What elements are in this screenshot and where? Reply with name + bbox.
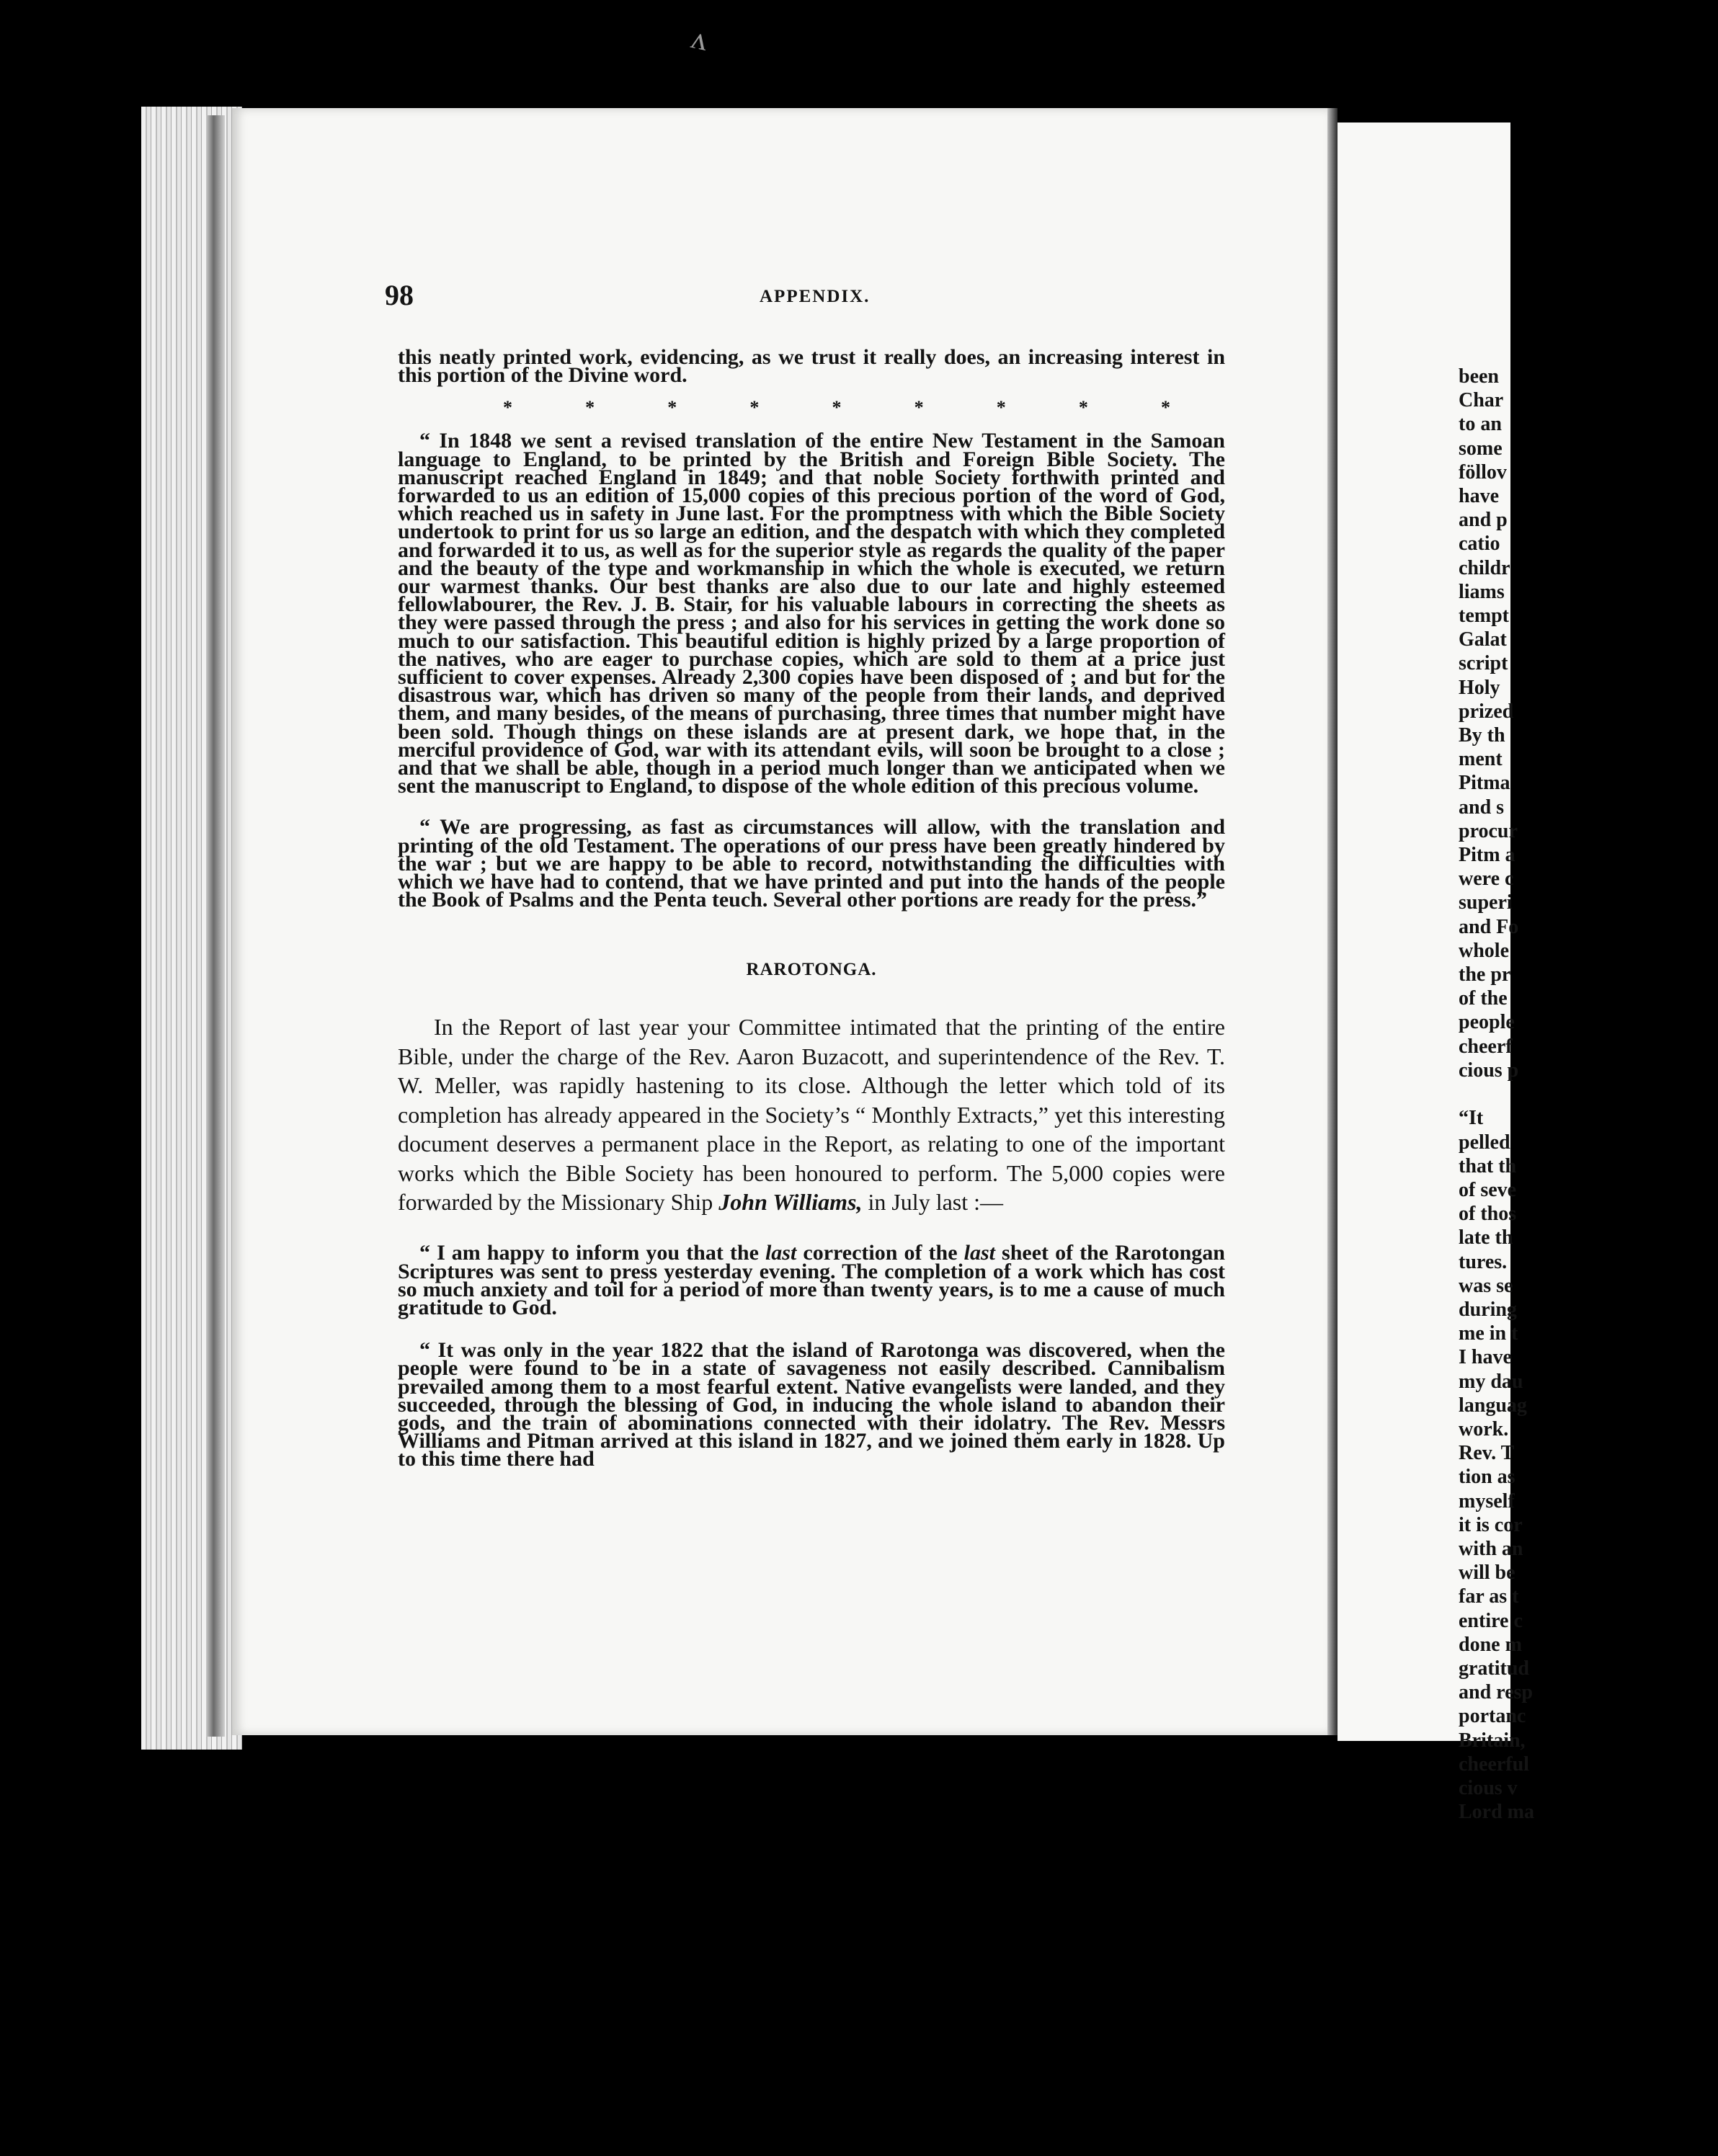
asterisk: * (585, 397, 595, 419)
facing-page-line: ment (1459, 748, 1503, 771)
emphasis-last-2: last (963, 1241, 995, 1265)
asterisk-separator (398, 394, 1225, 422)
facing-page-line: far as t (1459, 1585, 1519, 1608)
opening-paragraph: this neatly printed work, evidencing, as we trust it really does, an increasing interest in this portion of the Divine word. (398, 345, 1225, 388)
facing-page-line: and Fo (1459, 915, 1519, 938)
facing-page-line: with an (1459, 1537, 1523, 1560)
facing-page-line: catio (1459, 533, 1500, 556)
facing-page-line: prized (1459, 700, 1514, 723)
section-heading-rarotonga: RAROTONGA. (746, 960, 877, 980)
facing-page-line: procur (1459, 819, 1518, 842)
facing-page-line: tempt (1459, 605, 1509, 628)
facing-page-line: have (1459, 485, 1499, 508)
quote-3-part-b: correction of the (796, 1241, 964, 1265)
facing-page-line: Rev. T (1459, 1442, 1515, 1465)
facing-page-line: portanc (1459, 1705, 1526, 1728)
facing-page-line: Lord ma (1459, 1801, 1534, 1824)
facing-page-line: tion as (1459, 1466, 1516, 1489)
facing-page-line: Galat (1459, 628, 1507, 651)
quote-3-part-a: “ I am happy to inform you that the (419, 1241, 765, 1265)
facing-page-line (1459, 1082, 1718, 1106)
book-page-edges (141, 107, 242, 1750)
facing-page-line: childr (1459, 556, 1510, 579)
asterisk: * (832, 397, 842, 419)
facing-page-line: cious v (1459, 1776, 1518, 1799)
facing-page-line: entire c (1459, 1609, 1523, 1632)
facing-page-line: my dau (1459, 1370, 1523, 1393)
facing-page-line: it is cor (1459, 1513, 1523, 1536)
running-head: APPENDIX. (760, 287, 871, 306)
quote-3-part-c: sheet of the Rarotongan Scriptures was sent to press yesterday evening. The completion of a work which has cost so much anxiety and toil for a period of more than twenty years, is to me a cause of much gratitude to God. (398, 1241, 1225, 1319)
page-body (398, 345, 1225, 1471)
old-testament-progress-quote: “ We are progressing, as fast as circumstances will allow, with the translation and printing of the old Testament. The operations of our press have been greatly hindered by the war ; but we are happy to be able to record, notwithstanding the difficulties with which we have had to contend, that we have printed and put into the hands of the people the Book of Psalms and the Penta teuch. Several other portions are ready for the press.” (398, 815, 1225, 912)
facing-page-line: and s (1459, 796, 1505, 819)
facing-page-line: Britain, (1459, 1729, 1526, 1752)
facing-page-line: cious p (1459, 1059, 1519, 1082)
facing-page-line: was se (1459, 1274, 1513, 1297)
facing-page-line: liams (1459, 580, 1505, 603)
asterisk: * (667, 397, 677, 419)
facing-page-line: superi (1459, 891, 1513, 914)
facing-page-line: föllov (1459, 460, 1507, 484)
facing-page-line: of seve (1459, 1178, 1517, 1201)
facing-page-line: done m (1459, 1633, 1522, 1656)
facing-page-line: I have (1459, 1346, 1512, 1369)
page-header (385, 278, 1221, 311)
asterisk: * (1078, 397, 1088, 419)
asterisk: * (996, 397, 1006, 419)
page-gutter (1327, 108, 1338, 1735)
facing-page-line: of thos (1459, 1203, 1517, 1226)
facing-page-line: cheerful (1459, 1752, 1529, 1776)
facing-page-line: and resp (1459, 1681, 1533, 1704)
facing-page-line: the pr (1459, 963, 1511, 986)
facing-page-text (1459, 365, 1718, 1824)
facing-page-line: during (1459, 1298, 1517, 1321)
page-number: 98 (385, 279, 414, 311)
book-page-edge-shadow (206, 115, 225, 1737)
asterisk: * (503, 397, 512, 419)
completion-letter-quote (398, 1241, 1225, 1319)
facing-page-line: work. (1459, 1417, 1509, 1440)
emphasis-last-1: last (765, 1241, 797, 1265)
ship-name: John Williams, (718, 1188, 863, 1215)
facing-page-line: languag (1459, 1394, 1527, 1417)
facing-page-line: By th (1459, 724, 1505, 747)
facing-page-line: tures. (1459, 1250, 1508, 1273)
facing-page-line: some (1459, 437, 1503, 460)
facing-page-line: me in t (1459, 1322, 1518, 1345)
committee-report-paragraph (398, 1012, 1225, 1216)
facing-page (1338, 122, 1534, 1824)
scan-margin-mark: ʌ (688, 19, 711, 58)
asterisk: * (914, 397, 924, 419)
facing-page-line: of the (1459, 987, 1508, 1010)
facing-page-line: and p (1459, 509, 1508, 532)
samoan-testament-quote: “ In 1848 we sent a revised translation of the entire New Testament in the Samoan language to England, to be printed by the British and Foreign Bible Society. The manuscript reached England in 1849; and that noble Society forthwith printed and forwarded to us an edition of 15,000 copies of this precious portion of the word of God, which reached us in safety in June last. For the promptness with which the Bible Society undertook to print for us so large an edition, and the despatch with which they completed and forwarded it to us, as well as for the superior style as regards the quality of the paper and the beauty of the type and workmanship in which the whole is executed, we return our warmest thanks. Our best thanks are also due to our late and highly esteemed fellowlabourer, the Rev. J. B. Stair, for his valuable labours in correcting the sheets as they were passed through the press ; and also for his services in getting the work done so much to our satisfaction. This beautiful edition is highly prized by a large proportion of the natives, who are eager to purchase copies, which are sold to them at a price just sufficient to cover expenses. Already 2,300 copies have been disposed of ; and but for the disastrous war, which has driven so many of the people from their lands, and deprived them, and many besides, of the means of purchasing, three times that number might have been sold. Though things on these islands are at present dark, we hope that, in the merciful providence of God, war with its attendant evils, will soon be brought to a close ; and that we shall be able, though in a period much longer than we anticipated when we sent the manuscript to England, to dispose of the whole edition of this precious volume. (398, 429, 1225, 798)
facing-page-line: pelled (1459, 1131, 1510, 1154)
facing-page-line: people (1459, 1011, 1515, 1034)
facing-page-line: cheerf (1459, 1035, 1513, 1058)
facing-page-line: Pitm a (1459, 844, 1516, 867)
facing-page-line: will be (1459, 1562, 1516, 1585)
facing-page-line: were c (1459, 868, 1514, 891)
facing-page-line: myself (1459, 1489, 1515, 1513)
facing-page-line: late th (1459, 1226, 1513, 1250)
facing-page-line: been (1459, 365, 1499, 388)
facing-page-line: that th (1459, 1154, 1517, 1177)
facing-page-line: “It (1459, 1107, 1484, 1130)
facing-page-line: whole (1459, 939, 1509, 962)
asterisk: * (1161, 397, 1170, 419)
report-tail: in July last :— (862, 1188, 1004, 1215)
asterisk: * (749, 397, 760, 419)
facing-page-line: Char (1459, 389, 1504, 412)
rarotonga-history-quote: “ It was only in the year 1822 that the island of Rarotonga was discovered, when the people were found to be in a state of savageness not easily described. Cannibalism prevailed among them to a most fearful extent. Native evangelists were landed, and they succeeded, through the blessing of God, in inducing the whole island to abandon their gods, and the train of abominations connected with their idolatry. The Rev. Messrs Williams and Pitman arrived at this island in 1827, and we joined them early in 1828. Up to this time there had (398, 1338, 1225, 1471)
facing-page-line: gratitud (1459, 1657, 1529, 1680)
facing-page-line: Pitma (1459, 772, 1510, 795)
facing-page-line: script (1459, 652, 1508, 675)
report-text: In the Report of last year your Committee intimated that the printing of the entire Bible, under the charge of the Rev. Aaron Buzacott, and superintendence of the Rev. T. W. Meller, was rapidly hastening to its close. Although the letter which told of its completion has already appeared in the Society’s “ Monthly Extracts,” yet this interesting document deserves a permanent place in the Report, as relating to one of the important works which the Bible Society has been honoured to perform. The 5,000 copies were forwarded by the Missionary Ship (398, 1014, 1225, 1215)
facing-page-line: to an (1459, 413, 1502, 436)
facing-page-line: Holy (1459, 676, 1500, 699)
